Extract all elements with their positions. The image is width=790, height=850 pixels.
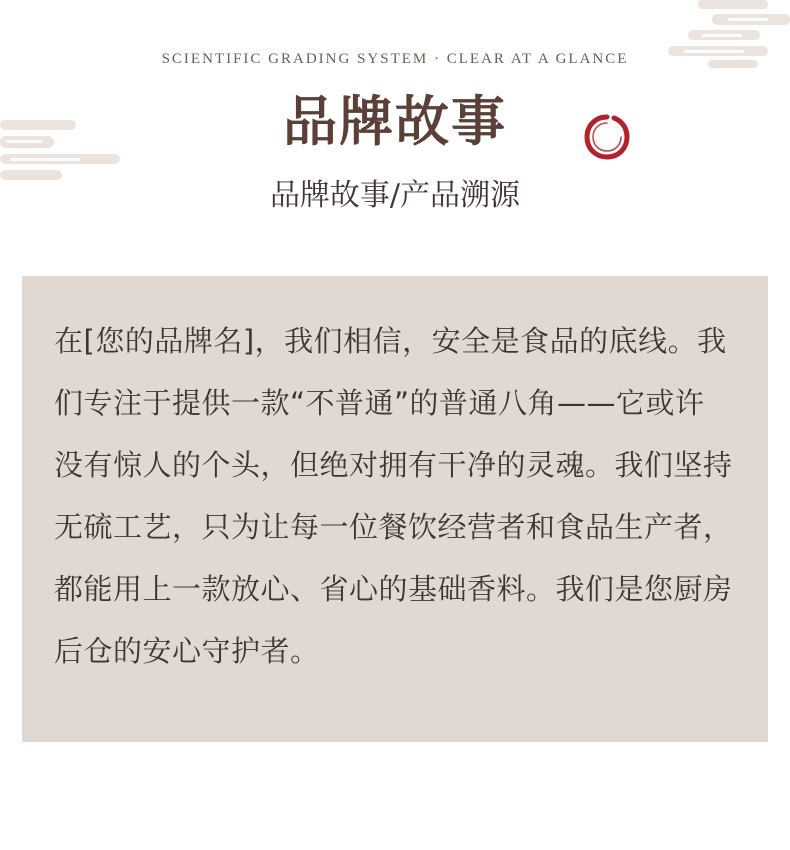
page-subtitle: 品牌故事/产品溯源	[269, 178, 521, 213]
page-title: 品牌故事	[283, 89, 507, 153]
brand-story-text: 在[您的品牌名]，我们相信，安全是食品的底线。我们专注于提供一款“不普通”的普通八角——它或许没有惊人的个头，但绝对拥有干净的灵魂。我们坚持无硫工艺，只为让每一位餐饮经营者和食品生产者，都能用上一款放心、省心的基础香料。我们是您厨房后仓的安心守护者。	[54, 324, 733, 668]
english-tagline: SCIENTIFIC GRADING SYSTEM · CLEAR AT A GLANCE	[161, 51, 629, 67]
red-brush-circle-icon	[582, 112, 632, 162]
brand-story-panel	[22, 276, 768, 742]
